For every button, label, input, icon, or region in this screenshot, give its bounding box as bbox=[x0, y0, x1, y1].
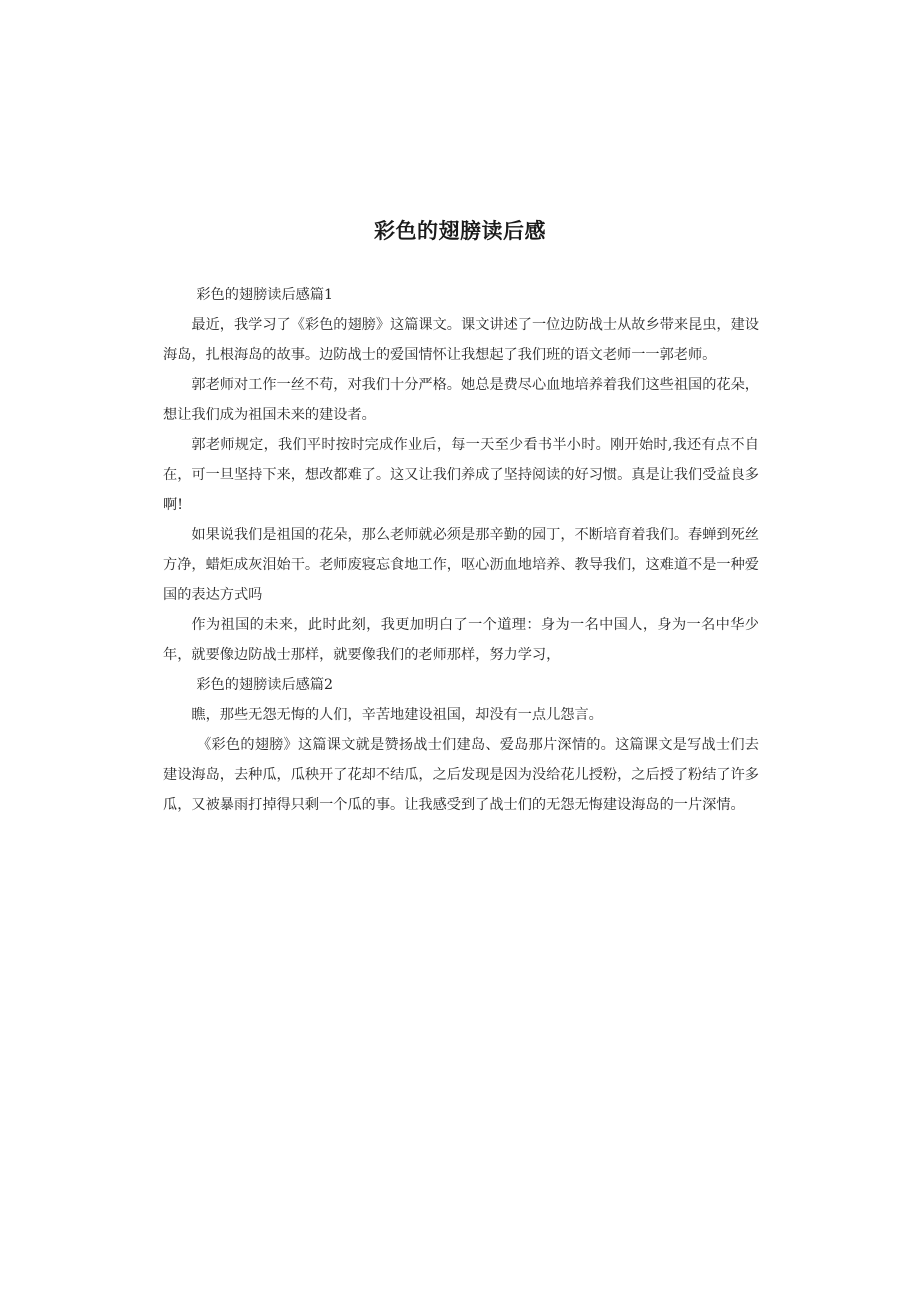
document-title: 彩色的翅膀读后感 bbox=[374, 219, 546, 243]
paragraph: 郭老师规定，我们平时按时完成作业后，每一天至少看书半小时。刚开始时,我还有点不自在，可一旦坚持下来，想改都难了。这又让我们养成了坚持阅读的好习惯。真是让我们受益良多啊! bbox=[163, 437, 759, 513]
paragraph: 最近，我学习了《彩色的翅膀》这篇课文。课文讲述了一位边防战士从故乡带来昆虫，建设海岛，扎根海岛的故事。边防战士的爱国情怀让我想起了我们班的语文老师一一郭老师。 bbox=[163, 317, 759, 363]
section-heading-1: 彩色的翅膀读后感篇1 bbox=[196, 287, 334, 303]
paragraph: 《彩色的翅膀》这篇课文就是赞扬战士们建岛、爱岛那片深情的。这篇课文是写战士们去建设海岛，去种瓜，瓜秧开了花却不结瓜，之后发现是因为没给花儿授粉，之后授了粉结了许多瓜，又被暴雨打掉得只剩一个瓜的事。让我感受到了战士们的无怨无悔建设海岛的一片深情。 bbox=[163, 737, 759, 813]
paragraph: 如果说我们是祖国的花朵，那么老师就必须是那辛勤的园丁，不断培育着我们。春蝉到死丝方净，蜡炬成灰泪始干。老师废寝忘食地工作，呕心沥血地培养、教导我们，这难道不是一种爱国的表达方式吗 bbox=[163, 527, 759, 603]
document-body bbox=[163, 280, 759, 820]
paragraph: 作为祖国的未来，此时此刻，我更加明白了一个道理：身为一名中国人，身为一名中华少年，就要像边防战士那样，就要像我们的老师那样，努力学习， bbox=[163, 617, 759, 663]
section-heading-2: 彩色的翅膀读后感篇2 bbox=[196, 677, 334, 693]
paragraph: 瞧，那些无怨无悔的人们，辛苦地建设祖国，却没有一点儿怨言。 bbox=[191, 707, 603, 723]
paragraph: 郭老师对工作一丝不苟，对我们十分严格。她总是费尽心血地培养着我们这些祖国的花朵，想让我们成为祖国未来的建设者。 bbox=[163, 377, 759, 423]
